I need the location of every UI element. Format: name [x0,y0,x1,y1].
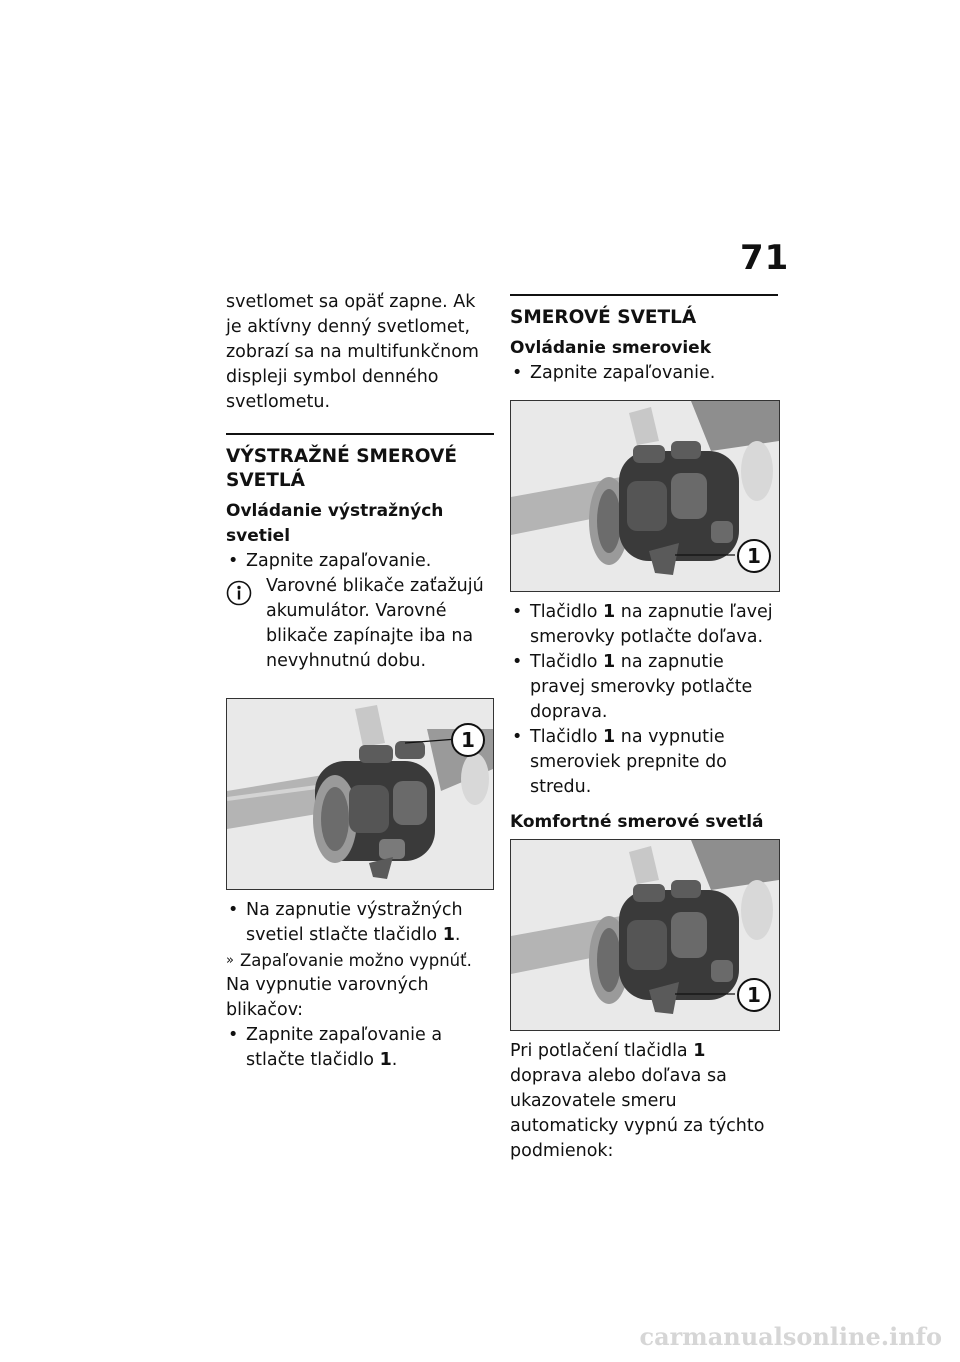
section-divider-right [510,294,778,296]
figure-callout-1: 1 [451,723,485,757]
bullet-ignition-on: • Zapnite zapaľovanie. [226,549,494,574]
figure-callout-1-right: 1 [737,539,771,573]
right-column [510,290,778,1164]
note-text: Varovné blikače zaťažujú akumulátor. Varovné blikače zapínajte iba na nevyhnutnú dobu. [266,576,484,671]
hazard-switch-figure [226,698,494,890]
watermark: carmanualsonline.info [639,1322,942,1351]
turn-signal-instructions [510,600,778,800]
subheading-hazard-control: Ovládanie výstražných svetiel [226,501,444,546]
left-column [226,290,494,1073]
section-divider [226,433,494,435]
off-label: Na vypnutie varovných blikačov: [226,975,429,1020]
section-title-hazard: VÝSTRAŽNÉ SMEROVÉ SVETLÁ [226,446,457,491]
info-note [226,574,494,674]
turn-switch-figure [510,400,780,592]
subheading-comfort-signals: Komfortné smerové svetlá [510,812,764,832]
list-item: • Tlačidlo 1 na zapnutie ľavej smerovky potlačte doľava. [510,600,778,650]
figure-callout-1-comfort: 1 [737,978,771,1012]
intro-text: svetlomet sa opäť zapne. Ak je aktívny denný svetlomet, zobrazí sa na multifunkčnom displeji symbol denného svetlometu. [226,292,479,412]
subheading-turn-signals: Ovládanie smeroviek [510,338,712,358]
bullet-turn-off: • Zapnite zapaľovanie a stlačte tlačidlo 1. [226,1023,494,1073]
section-title-turn-signals: SMEROVÉ SVETLÁ [510,307,697,328]
comfort-paragraph: Pri potlačení tlačidla 1 doprava alebo doľava sa ukazovatele smeru automaticky vypnú za týchto podmienok: [510,1041,765,1161]
list-item: • Tlačidlo 1 na zapnutie pravej smerovky potlačte doprava. [510,650,778,725]
list-item: • Tlačidlo 1 na vypnutie smeroviek prepnite do stredu. [510,725,778,800]
page-number: 71 [740,238,790,278]
bullet-ignition-on-right: • Zapnite zapaľovanie. [510,361,778,386]
info-icon [226,580,252,606]
comfort-switch-figure [510,839,780,1031]
result-ignition-off: » Zapaľovanie možno vypnúť. [226,951,472,970]
bullet-press-button: • Na zapnutie výstražných svetiel stlačte tlačidlo 1. [226,898,494,948]
